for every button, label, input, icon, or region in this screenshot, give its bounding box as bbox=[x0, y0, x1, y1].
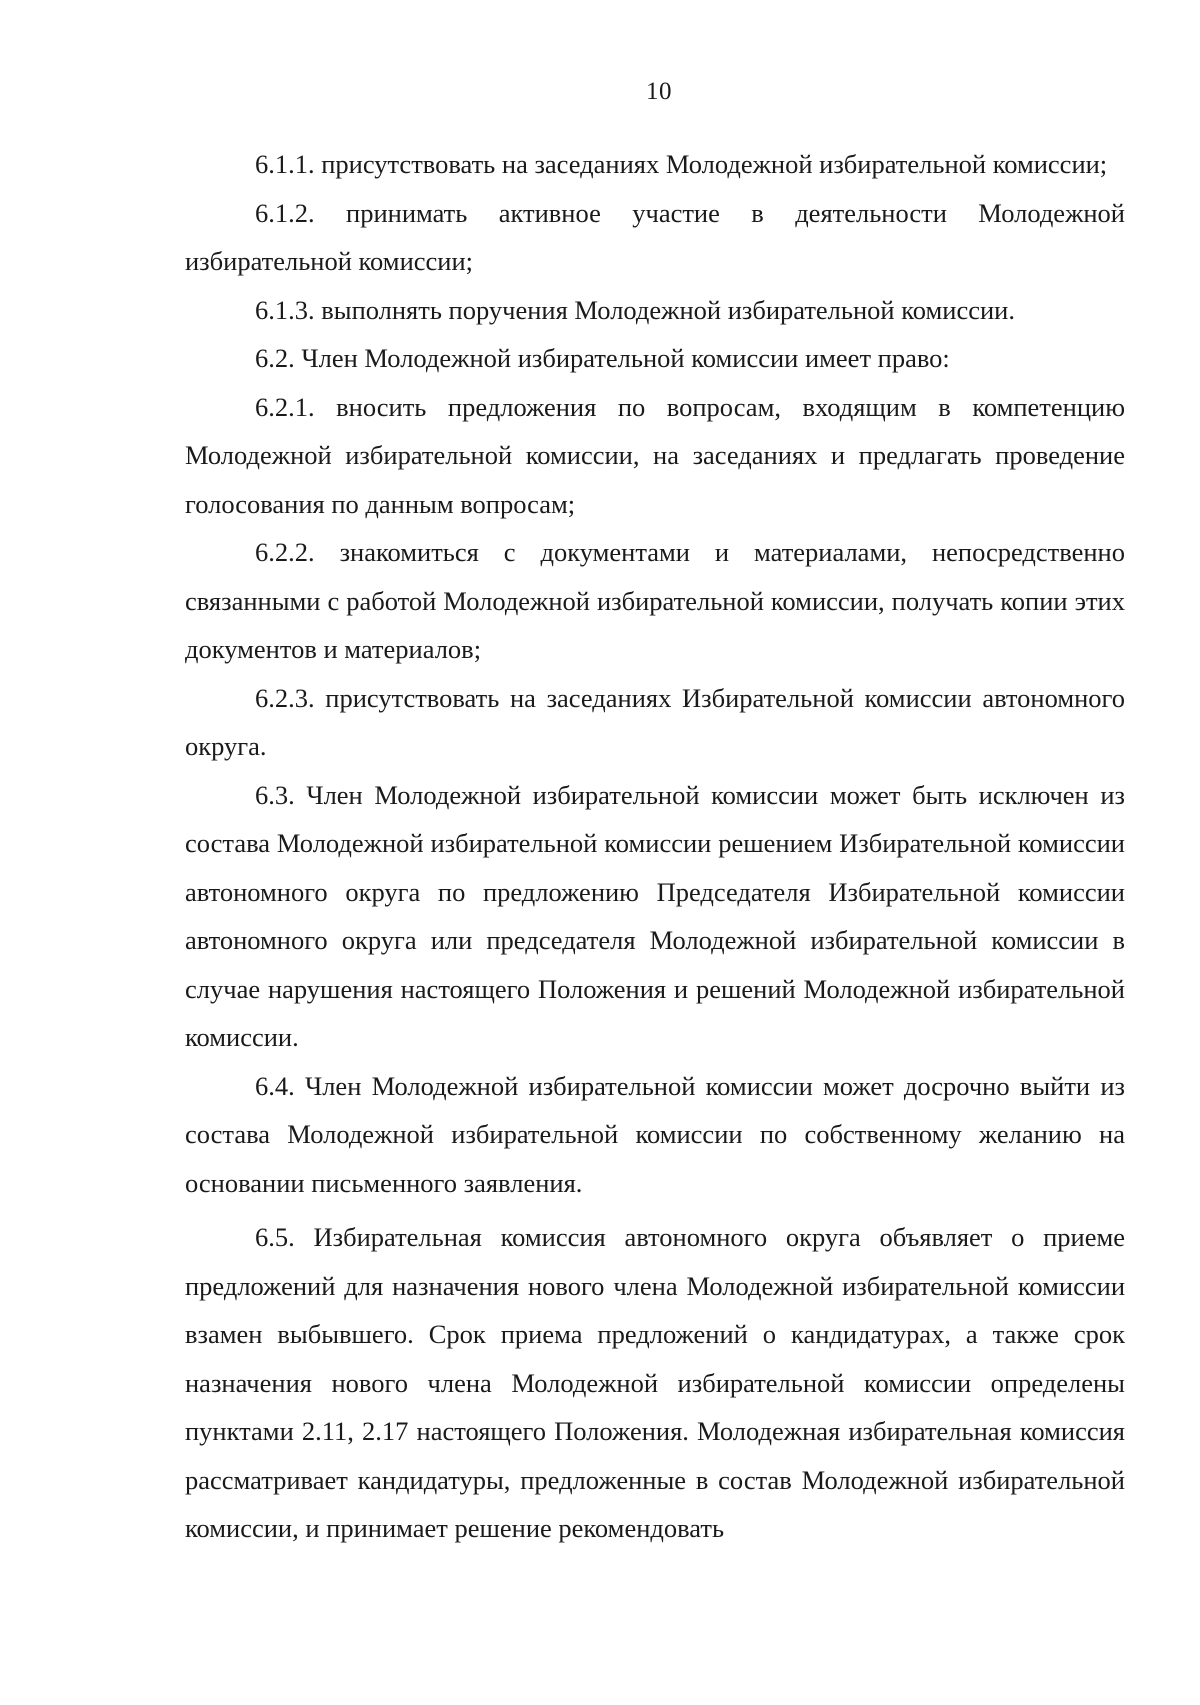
paragraph-6-2-2: 6.2.2. знакомиться с документами и материалами, непосредственно связанными с работой Молодежной избирательной комиссии, получать копии этих документов и материалов; bbox=[185, 537, 1125, 664]
paragraph-6-1-3: 6.1.3. выполнять поручения Молодежной избирательной комиссии. bbox=[255, 294, 1015, 325]
document-body bbox=[185, 140, 1125, 1553]
paragraph-6-1-2: 6.1.2. принимать активное участие в деятельности Молодежной избирательной комиссии; bbox=[185, 197, 1125, 276]
paragraph-6-3: 6.3. Член Молодежной избирательной комиссии может быть исключен из состава Молодежной избирательной комиссии решением Избирательной комиссии автономного округа по предложению Председателя Избирательной комиссии автономного округа или председателя Молодежной избирательной комиссии в случае нарушения настоящего Положения и решений Молодежной избирательной комиссии. bbox=[185, 779, 1125, 1052]
page-number: 10 bbox=[646, 78, 672, 105]
paragraph-6-5: 6.5. Избирательная комиссия автономного округа объявляет о приеме предложений для назначения нового члена Молодежной избирательной комиссии взамен выбывшего. Срок приема предложений о кандидатурах, а также срок назначения нового члена Молодежной избирательной комиссии определены пунктами 2.11, 2.17 настоящего Положения. Молодежная избирательная комиссия рассматривает кандидатуры, предложенные в состав Молодежной избирательной комиссии, и принимает решение рекомендовать bbox=[185, 1222, 1125, 1543]
paragraph-6-2-1: 6.2.1. вносить предложения по вопросам, входящим в компетенцию Молодежной избирательной комиссии, на заседаниях и предлагать проведение голосования по данным вопросам; bbox=[185, 391, 1125, 519]
paragraph-6-2-3: 6.2.3. присутствовать на заседаниях Избирательной комиссии автономного округа. bbox=[185, 682, 1125, 761]
paragraph-6-1-1: 6.1.1. присутствовать на заседаниях Молодежной избирательной комиссии; bbox=[255, 149, 1108, 179]
paragraph-6-2: 6.2. Член Молодежной избирательной комиссии имеет право: bbox=[255, 343, 950, 373]
paragraph-6-4: 6.4. Член Молодежной избирательной комиссии может досрочно выйти из состава Молодежной избирательной комиссии по собственному желанию на основании письменного заявления. bbox=[185, 1070, 1125, 1198]
